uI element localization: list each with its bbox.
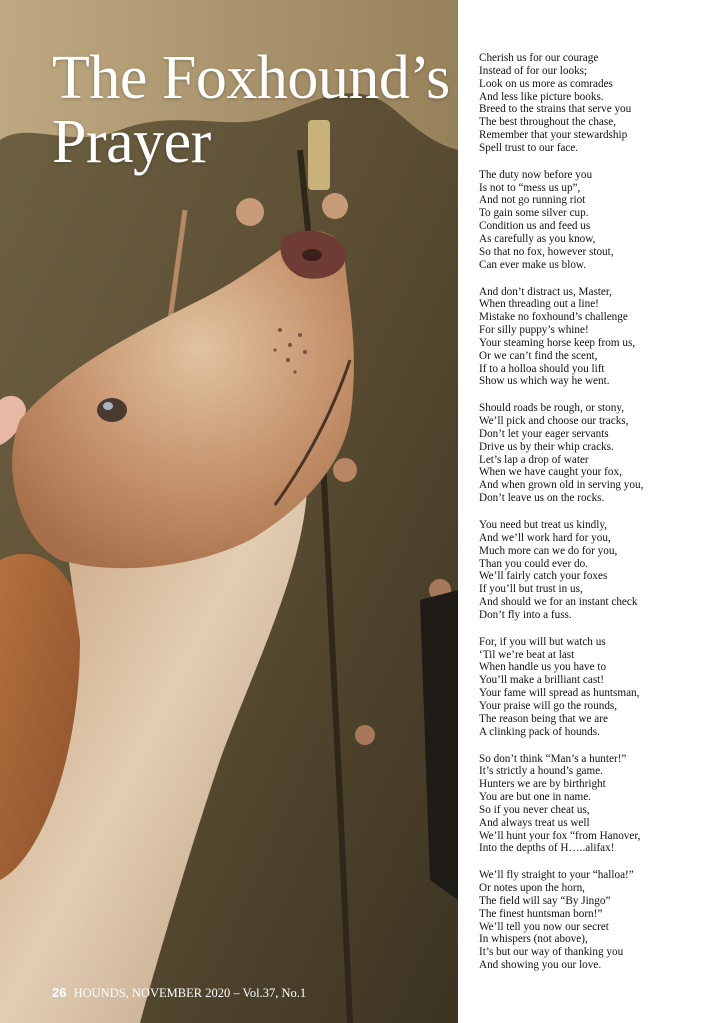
poem-line: Into the depths of H…..alifax! xyxy=(479,842,615,855)
poem-line: So don’t think “Man’s a hunter!” xyxy=(479,752,627,765)
poem-line: As carefully as you know, xyxy=(479,232,596,245)
article-title-line-2: Prayer xyxy=(52,108,211,176)
poem-line: Show us which way he went. xyxy=(479,375,610,388)
poem-text xyxy=(479,52,717,986)
poem-line: ‘Til we’re beat at last xyxy=(479,648,575,661)
poem-line: Don’t let your eager servants xyxy=(479,427,609,440)
poem-line: You are but one in name. xyxy=(479,791,591,804)
article-title xyxy=(52,46,450,174)
poem-line: So that no fox, however stout, xyxy=(479,245,614,258)
poem-line: We’ll pick and choose our tracks, xyxy=(479,415,629,428)
page-number: 26 xyxy=(52,985,67,1000)
poem-line: And when grown old in serving you, xyxy=(479,479,644,492)
poem-line: When handle us you have to xyxy=(479,661,607,674)
poem-line: The reason being that we are xyxy=(479,712,608,725)
poem-line: We’ll tell you now our secret xyxy=(479,920,609,933)
poem-stanza xyxy=(479,636,717,739)
poem-line: Instead of for our looks; xyxy=(479,64,588,77)
poem-line: Look on us more as comrades xyxy=(479,77,613,90)
poem-line: Cherish us for our courage xyxy=(479,52,599,64)
poem-line: We’ll fairly catch your foxes xyxy=(479,570,608,583)
poem-line: For silly puppy’s whine! xyxy=(479,324,589,337)
poem-stanza xyxy=(479,286,717,389)
poem-line: For, if you will but watch us xyxy=(479,635,606,648)
poem-line: The duty now before you xyxy=(479,168,593,181)
poem-line: And showing you our love. xyxy=(479,959,602,972)
poem-line: Hunters we are by birthright xyxy=(479,778,606,791)
poem-line: Than you could ever do. xyxy=(479,557,589,570)
poem-stanza xyxy=(479,52,717,155)
poem-line: Is not to “mess us up”, xyxy=(479,181,581,194)
poem-line: Drive us by their whip cracks. xyxy=(479,440,614,453)
poem-line: Or notes upon the horn, xyxy=(479,882,585,895)
poem-line: It’s strictly a hound’s game. xyxy=(479,765,603,778)
article-title-line-1: The Foxhound’s xyxy=(52,44,450,112)
page-footer xyxy=(52,985,306,1001)
poem-line: When threading out a line! xyxy=(479,298,599,311)
poem-stanza xyxy=(479,402,717,505)
poem-stanza xyxy=(479,169,717,272)
poem-line: In whispers (not above), xyxy=(479,933,588,946)
poem-line: And less like picture books. xyxy=(479,90,604,103)
poem-line: Your steaming horse keep from us, xyxy=(479,336,636,349)
poem-line: We’ll fly straight to your “halloa!” xyxy=(479,869,634,882)
poem-line: When we have caught your fox, xyxy=(479,466,622,479)
poem-line: So if you never cheat us, xyxy=(479,803,590,816)
poem-stanza xyxy=(479,753,717,856)
poem-line: If to a holloa should you lift xyxy=(479,362,605,375)
poem-line: The best throughout the chase, xyxy=(479,116,617,129)
poem-line: It’s but our way of thanking you xyxy=(479,946,624,959)
poem-stanza xyxy=(479,869,717,972)
poem-line: Much more can we do for you, xyxy=(479,544,618,557)
poem-line: Don’t fly into a fuss. xyxy=(479,608,572,621)
poem-line: Don’t leave us on the rocks. xyxy=(479,492,605,505)
poem-line: The finest huntsman born!” xyxy=(479,907,603,920)
poem-line: Your fame will spread as huntsman, xyxy=(479,687,640,700)
poem-line: If you’ll but trust in us, xyxy=(479,583,583,596)
poem-line: The field will say “By Jingo” xyxy=(479,894,611,907)
poem-line: Mistake no foxhound’s challenge xyxy=(479,311,628,324)
poem-line: A clinking pack of hounds. xyxy=(479,725,600,738)
poem-line: Breed to the strains that serve you xyxy=(479,103,632,116)
poem-line: You’ll make a brilliant cast! xyxy=(479,674,605,687)
poem-line: And don’t distract us, Master, xyxy=(479,285,612,298)
poem-line: Or we can’t find the scent, xyxy=(479,349,598,362)
poem-line: And we’ll work hard for you, xyxy=(479,531,611,544)
poem-line: We’ll hunt your fox “from Hanover, xyxy=(479,829,641,842)
poem-line: You need but treat us kindly, xyxy=(479,519,608,531)
poem-line: Spell trust to our face. xyxy=(479,141,579,154)
poem-line: And always treat us well xyxy=(479,816,590,829)
poem-line: Condition us and feed us xyxy=(479,220,591,233)
poem-line: Can ever make us blow. xyxy=(479,258,587,271)
poem-line: And should we for an instant check xyxy=(479,596,638,609)
poem-line: Should roads be rough, or stony, xyxy=(479,402,625,415)
poem-line: And not go running riot xyxy=(479,194,586,207)
poem-stanza xyxy=(479,519,717,622)
poem-line: Let’s lap a drop of water xyxy=(479,453,589,466)
poem-line: Your praise will go the rounds, xyxy=(479,699,618,712)
poem-line: To gain some silver cup. xyxy=(479,207,589,220)
poem-line: Remember that your stewardship xyxy=(479,129,628,142)
publication-info: HOUNDS, NOVEMBER 2020 – Vol.37, No.1 xyxy=(73,986,307,1000)
